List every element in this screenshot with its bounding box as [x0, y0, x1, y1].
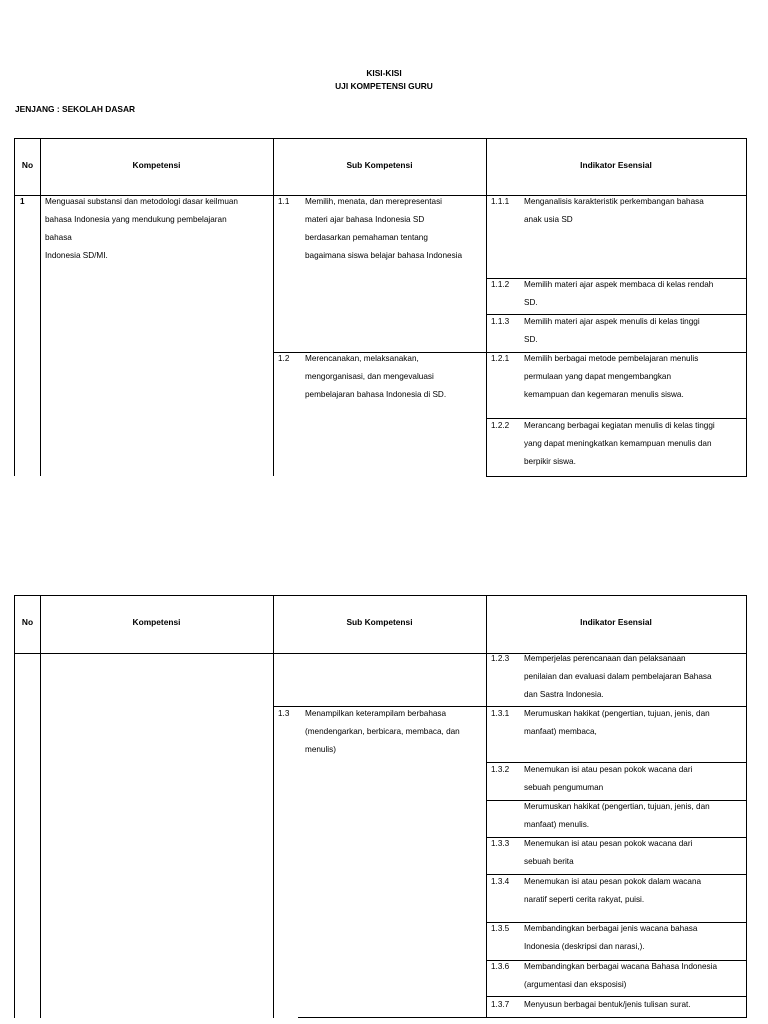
- header-kompetensi: Kompetensi: [132, 160, 181, 170]
- sub-kompetensi-number: 1.2: [278, 354, 290, 363]
- header-no: No: [21, 160, 34, 170]
- sub-kompetensi-number: 1.1: [278, 197, 290, 206]
- indikator-line: Menemukan isi atau pesan pokok wacana dari: [524, 765, 693, 774]
- indikator-line: SD.: [524, 298, 538, 307]
- header-sub-kompetensi: Sub Kompetensi: [346, 617, 413, 627]
- indikator-number: 1.2.1: [491, 354, 510, 363]
- indikator-line: penilaian dan evaluasi dalam pembelajaran Bahasa: [524, 672, 712, 681]
- indikator-number: 1.3.6: [491, 962, 510, 971]
- indikator-line: sebuah pengumuman: [524, 783, 604, 792]
- table-border: [14, 138, 747, 139]
- indikator-line: permulaan yang dapat mengembangkan: [524, 372, 672, 381]
- sub-kompetensi-line: mengorganisasi, dan mengevaluasi: [305, 372, 434, 381]
- table-border: [486, 476, 747, 477]
- indikator-line: SD.: [524, 335, 538, 344]
- indikator-line: berpikir siswa.: [524, 457, 576, 466]
- indikator-line: naratif seperti cerita rakyat, puisi.: [524, 895, 645, 904]
- jenjang-label: JENJANG : SEKOLAH DASAR: [15, 104, 136, 114]
- indikator-line: Menemukan isi atau pesan pokok dalam wacana: [524, 877, 702, 886]
- indikator-number: 1.1.3: [491, 317, 510, 326]
- indikator-line: dan Sastra Indonesia.: [524, 690, 604, 699]
- sub-kompetensi-line: Memilih, menata, dan merepresentasi: [305, 197, 442, 206]
- indikator-line: Merumuskan hakikat (pengertian, tujuan, jenis, dan: [524, 709, 710, 718]
- indikator-number: 1.3.4: [491, 877, 510, 886]
- indikator-line: Memilih materi ajar aspek menulis di kelas tinggi: [524, 317, 700, 326]
- table-border: [486, 138, 487, 477]
- table-border: [486, 595, 487, 1018]
- indikator-number: 1.2.3: [491, 654, 510, 663]
- indikator-line: (argumentasi dan eksposisi): [524, 980, 627, 989]
- indikator-line: Menemukan isi atau pesan pokok wacana dari: [524, 839, 693, 848]
- kompetensi-line: bahasa Indonesia yang mendukung pembelajaran: [45, 215, 227, 224]
- indikator-line: Memilih materi ajar aspek membaca di kelas rendah: [524, 280, 714, 289]
- indikator-line: yang dapat meningkatkan kemampuan menulis dan: [524, 439, 712, 448]
- table-border: [746, 138, 747, 477]
- indikator-line: anak usia SD: [524, 215, 573, 224]
- indikator-line: kemampuan dan kegemaran menulis siswa.: [524, 390, 684, 399]
- indikator-line: sebuah berita: [524, 857, 574, 866]
- header-kompetensi: Kompetensi: [132, 617, 181, 627]
- sub-kompetensi-line: pembelajaran bahasa Indonesia di SD.: [305, 390, 447, 399]
- indikator-line: Memilih berbagai metode pembelajaran menulis: [524, 354, 699, 363]
- indikator-number: 1.1.1: [491, 197, 510, 206]
- sub-kompetensi-line: berdasarkan pemahaman tentang: [305, 233, 428, 242]
- indikator-number: 1.3.3: [491, 839, 510, 848]
- indikator-line: manfaat) menulis.: [524, 820, 590, 829]
- table-border: [273, 595, 274, 1018]
- row-number: 1: [20, 197, 25, 206]
- indikator-line: Merumuskan hakikat (pengertian, tujuan, jenis, dan: [524, 802, 710, 811]
- indikator-number: 1.3.7: [491, 1000, 510, 1009]
- table-border: [746, 595, 747, 1018]
- table-border: [273, 138, 274, 476]
- header-no: No: [21, 617, 34, 627]
- indikator-number: 1.3.5: [491, 924, 510, 933]
- indikator-line: Membandingkan berbagai jenis wacana bahasa: [524, 924, 698, 933]
- kompetensi-line: Menguasai substansi dan metodologi dasar keilmuan: [45, 197, 238, 206]
- kompetensi-line: Indonesia SD/MI.: [45, 251, 108, 260]
- table-border: [40, 595, 41, 1018]
- table-border: [40, 138, 41, 476]
- table-border: [14, 138, 15, 476]
- kompetensi-line: bahasa: [45, 233, 72, 242]
- indikator-number: 1.1.2: [491, 280, 510, 289]
- indikator-line: Memperjelas perencanaan dan pelaksanaan: [524, 654, 686, 663]
- sub-kompetensi-line: menulis): [305, 745, 336, 754]
- document-title: KISI-KISI: [366, 68, 402, 78]
- document-subtitle: UJI KOMPETENSI GURU: [335, 81, 433, 91]
- header-indikator: Indikator Esensial: [580, 160, 652, 170]
- sub-kompetensi-line: Menampilkan keterampilam berbahasa: [305, 709, 447, 718]
- sub-kompetensi-number: 1.3: [278, 709, 290, 718]
- header-sub-kompetensi: Sub Kompetensi: [346, 160, 413, 170]
- table-border: [14, 595, 15, 1018]
- indikator-line: Menganalisis karakteristik perkembangan bahasa: [524, 197, 704, 206]
- indikator-number: 1.3.1: [491, 709, 510, 718]
- indikator-line: Menyusun berbagai bentuk/jenis tulisan surat.: [524, 1000, 691, 1009]
- indikator-number: 1.3.2: [491, 765, 510, 774]
- indikator-line: Membandingkan berbagai wacana Bahasa Indonesia: [524, 962, 717, 971]
- indikator-number: 1.2.2: [491, 421, 510, 430]
- sub-kompetensi-line: (mendengarkan, berbicara, membaca, dan: [305, 727, 460, 736]
- table-border: [14, 595, 747, 596]
- sub-kompetensi-line: Merencanakan, melaksanakan,: [305, 354, 419, 363]
- indikator-line: Indonesia (deskripsi dan narasi,).: [524, 942, 645, 951]
- indikator-line: manfaat) membaca,: [524, 727, 597, 736]
- header-indikator: Indikator Esensial: [580, 617, 652, 627]
- sub-kompetensi-line: materi ajar bahasa Indonesia SD: [305, 215, 425, 224]
- sub-kompetensi-line: bagaimana siswa belajar bahasa Indonesia: [305, 251, 463, 260]
- table-border: [298, 1017, 746, 1018]
- indikator-line: Merancang berbagai kegiatan menulis di kelas tinggi: [524, 421, 715, 430]
